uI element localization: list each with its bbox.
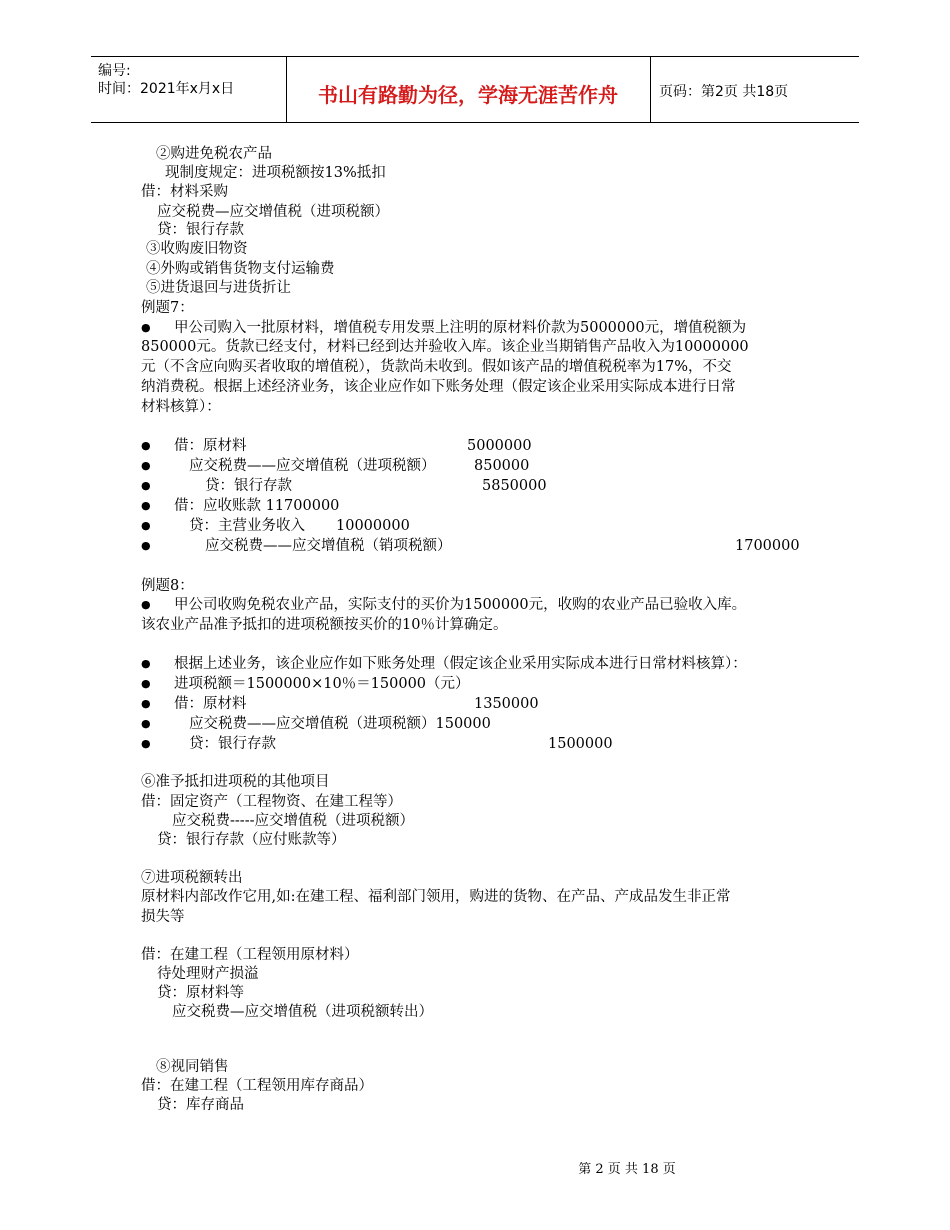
header-top-rule bbox=[91, 56, 859, 57]
entry-pending-property-loss: 待处理财产损溢 bbox=[157, 966, 259, 982]
entry-8-vat-input: 应交税费——应交增值税（进项税额）150000 bbox=[189, 716, 491, 732]
entry-7-amount: 5850000 bbox=[482, 478, 547, 494]
example-7-text-line-3: 元（不含应向购买者收取的增值税），货款尚未收到。假如该产品的增值税税率为17%，不交 bbox=[141, 359, 732, 375]
example-7-text-line-1: 甲公司购入一批原材料，增值税专用发票上注明的原材料价款为5000000元，增值税额为 bbox=[174, 320, 747, 336]
entry-debit-construction: 借：在建工程（工程领用原材料） bbox=[141, 947, 359, 963]
page-footer: 第 2 页 共 18 页 bbox=[578, 1162, 676, 1177]
entry-7-vat-output: 应交税费——应交增值税（销项税额） bbox=[205, 538, 452, 554]
example-7-title: 例题7： bbox=[141, 300, 194, 316]
bullet-icon: ● bbox=[141, 321, 151, 334]
text-rule-13-percent: 现制度规定：进项税额按13%抵扣 bbox=[165, 165, 386, 181]
entry-7-vat-input: 应交税费——应交增值税（进项税额） bbox=[189, 458, 436, 474]
bullet-icon: ● bbox=[141, 697, 151, 710]
entry-7-credit-revenue: 贷：主营业务收入 bbox=[189, 518, 305, 534]
bullet-icon: ● bbox=[141, 499, 151, 512]
entry-credit-raw-materials: 贷：原材料等 bbox=[157, 985, 244, 1001]
entry-7-credit-bank: 贷：银行存款 bbox=[205, 478, 292, 494]
example-7-text-line-4: 纳消费税。根据上述经济业务，该企业应作如下账务处理（假定该企业采用实际成本进行日常 bbox=[141, 379, 736, 395]
header-date-label: 时间：2021年x月x日 bbox=[98, 81, 235, 97]
heading-purchase-exempt-produce: ②购进免税农产品 bbox=[156, 146, 272, 162]
example-7-text-line-2: 850000元。货款已经支付，材料已经到达并验收入库。该企业当期销售产品收入为10000000 bbox=[141, 339, 749, 355]
text-transfer-out-line-2: 损失等 bbox=[141, 909, 185, 925]
heading-scrap-purchase: ③收购废旧物资 bbox=[146, 241, 248, 257]
entry-8-credit-bank: 贷：银行存款 bbox=[189, 736, 276, 752]
example-8-title: 例题8： bbox=[141, 578, 194, 594]
entry-7-amount: 850000 bbox=[474, 458, 530, 474]
header-motto: 书山有路勤为径，学海无涯苦作舟 bbox=[318, 83, 618, 107]
bullet-icon: ● bbox=[141, 598, 151, 611]
entry-debit-material-purchase: 借：材料采购 bbox=[141, 184, 228, 200]
entry-vat-input: 应交税费—应交增值税（进项税额） bbox=[157, 204, 389, 220]
entry-vat-input-other: 应交税费-----应交增值税（进项税额） bbox=[172, 813, 414, 829]
header-number-label: 编号: bbox=[98, 63, 131, 79]
entry-8-debit-raw-materials: 借：原材料 bbox=[174, 696, 247, 712]
entry-vat-input-transfer-out: 应交税费—应交增值税（进项税额转出） bbox=[172, 1004, 433, 1020]
heading-deemed-sales: ⑧视同销售 bbox=[156, 1059, 229, 1075]
entry-credit-inventory-goods: 贷：库存商品 bbox=[157, 1097, 244, 1113]
bullet-icon: ● bbox=[141, 657, 151, 670]
example-8-text-line-1: 甲公司收购免税农业产品，实际支付的买价为1500000元，收购的农业产品已验收入库。 bbox=[174, 597, 747, 613]
bullet-icon: ● bbox=[141, 439, 151, 452]
entry-8-amount: 1350000 bbox=[474, 696, 539, 712]
entry-debit-construction-goods: 借：在建工程（工程领用库存商品） bbox=[141, 1078, 373, 1094]
header-divider-right bbox=[650, 57, 651, 122]
bullet-icon: ● bbox=[141, 539, 151, 552]
entry-7-amount: 5000000 bbox=[467, 438, 532, 454]
bullet-icon: ● bbox=[141, 737, 151, 750]
entry-credit-bank: 贷：银行存款 bbox=[157, 222, 244, 238]
entry-7-debit-receivable: 借：应收账款 11700000 bbox=[174, 498, 340, 514]
entry-8-input-tax-calc: 进项税额＝1500000×10％＝150000（元） bbox=[174, 676, 470, 692]
entry-7-amount: 10000000 bbox=[336, 518, 410, 534]
entry-8-amount: 1500000 bbox=[548, 736, 613, 752]
example-8-text-line-2: 该农业产品准予抵扣的进项税额按买价的10％计算确定。 bbox=[141, 617, 508, 633]
bullet-icon: ● bbox=[141, 677, 151, 690]
entry-debit-fixed-assets: 借：固定资产（工程物资、在建工程等） bbox=[141, 794, 402, 810]
entry-credit-bank-other: 贷：银行存款（应付账款等） bbox=[157, 832, 346, 848]
heading-other-deductible: ⑥准予抵扣进项税的其他项目 bbox=[141, 774, 330, 790]
bullet-icon: ● bbox=[141, 717, 151, 730]
header-bottom-rule bbox=[91, 122, 859, 123]
text-transfer-out-line-1: 原材料内部改作它用,如:在建工程、福利部门领用，购进的货物、在产品、产成品发生非正常 bbox=[141, 889, 731, 905]
header-page-label: 页码：第2页 共18页 bbox=[659, 84, 789, 100]
bullet-icon: ● bbox=[141, 479, 151, 492]
heading-freight: ④外购或销售货物支付运输费 bbox=[146, 261, 335, 277]
bullet-icon: ● bbox=[141, 519, 151, 532]
entry-7-debit-raw-materials: 借：原材料 bbox=[174, 438, 247, 454]
heading-input-tax-transfer-out: ⑦进项税额转出 bbox=[141, 870, 243, 886]
example-7-text-line-5: 材料核算）： bbox=[141, 399, 221, 415]
entry-7-amount: 1700000 bbox=[735, 538, 800, 554]
heading-returns: ⑤进货退回与进货折让 bbox=[146, 280, 291, 296]
entry-8-intro: 根据上述业务，该企业应作如下账务处理（假定该企业采用实际成本进行日常材料核算）： bbox=[174, 656, 747, 672]
bullet-icon: ● bbox=[141, 459, 151, 472]
